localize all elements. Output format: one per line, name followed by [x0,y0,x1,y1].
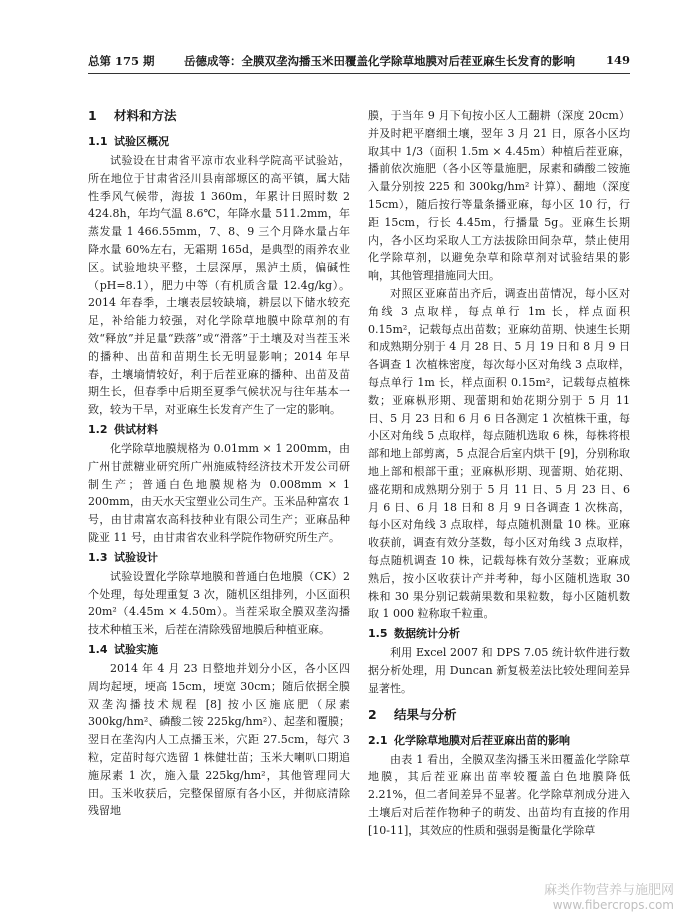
subsection-heading [368,625,630,643]
section-heading [88,107,350,125]
paragraph: 试验设在甘肃省平凉市农业科学院高平试验站，所在地位于甘肃省泾川县南部塬区的高平镇，属大陆性季风气候带，海拔 1 360m，年累计日照时数 2 424.8h，年均气温 8.6℃，年降水量 511.2mm，年蒸发量 1 466.55mm，7、8、9 三个月降水量占年降水量 60%左右，无霜期 165d，是典型的雨养农业区。试验地块平整，土层深厚，黑泸土质，偏碱性（pH=8.1），肥力中等（有机质含量 12.4g/kg）。2014 年春季，土壤表层较缺墒，耕层以下储水较充足，补给能力较强，对化学除草地膜中除草剂的有效“释放”并足量“跌落”或“滑落”于土壤及对当茬玉米的播种、出苗和苗期生长无明显影响；2014 年早春，土壤墒情较好，利于后茬亚麻的播种、出苗及苗期生长，但春季中后期至夏季气候状况与往年基本一致，较为干旱，对亚麻生长发育产生了一定的影响。 [88,154,350,417]
section-number: 2 [368,706,377,722]
subsection-number: 1.1 [88,135,108,148]
subsection-title: 试验实施 [114,642,158,656]
paragraph: 利用 Excel 2007 和 DPS 7.05 统计软件进行数据分析处理，用 Duncan 新复极差法比较处理间差异显著性。 [368,646,630,695]
subsection-number: 1.3 [88,550,108,564]
subsection-title: 试验区概况 [114,135,169,148]
paragraph: 2014 年 4 月 23 日整地并划分小区，各小区四周均起埂，埂高 15cm，埂宽 30cm；随后依据全膜双垄沟播技术规程 [8] 按小区施底肥（尿素 300kg/hm²、磷酸二铵 225kg/hm²）、起垄和覆膜；翌日在垄沟内人工点播玉米，穴距 27.5cm，每穴 3 粒，定苗时每穴选留 1 株健壮苗；玉米大喇叭口期追施尿素 1 次，施入量 225kg/hm²，其他管理同大田。玉米收获后，完整保留原有各小区，并彻底清除残留地 [88,661,350,818]
subsection-heading [88,421,350,439]
left-column [88,107,350,820]
subsection-number: 1.2 [88,422,108,436]
running-title: 岳德成等：全膜双垄沟播玉米田覆盖化学除草地膜对后茬亚麻生长发育的影响 [184,54,575,68]
subsection-heading [88,641,350,659]
paragraph: 膜，于当年 9 月下旬按小区人工翻耕（深度 20cm）并及时耙平磨细土壤，翌年 3 月 21 日，原各小区均取其中 1/3（面积 1.5m × 4.45m）种植后茬亚麻，播前依次施肥（各小区等量施肥，尿素和磷酸二铵施入量分别按 225 和 300kg/hm² 计算）、翻地（深度 15cm），随后按行等量条播亚麻，每小区 10 行，行距 15cm，行长 4.45m，行播量 5g。亚麻生长期内，各小区均采取人工方法拔除田间杂草，禁止使用化学除草剂，以避免杂草和除草剂对试验结果的影响，其他管理措施同大田。 [368,109,630,283]
page-number: 149 [605,53,630,67]
subsection-heading [88,133,350,151]
subsection-title: 数据统计分析 [394,627,460,641]
paragraph: 化学除草地膜规格为 0.01mm × 1 200mm，由广州甘蔗糖业研究所广州施威特经济技术开发公司研制生产；普通白色地膜规格为 0.008mm × 1 200mm，由天水天宝塑业公司生产。玉米品种富农 1 号，由甘肃富农高科技种业有限公司生产；亚麻品种陇亚 11 号，由甘肃省农业科学院作物研究所生产。 [88,441,350,544]
subsection-title: 试验设计 [114,550,158,564]
section-number: 1 [88,108,97,123]
subsection-heading [88,549,350,567]
section-title: 结果与分析 [394,706,457,722]
running-header [88,53,630,74]
paragraph: 对照区亚麻苗出齐后，调查出苗情况，每小区对角线 3 点取样，每点单行 1m 长，样点面积 0.15m²，记载每点出苗数；亚麻幼苗期、快速生长期和成熟期分别于 4 月 28 日、5 月 19 日和 8 月 9 日各调查 1 次植株密度，每次每小区对角线 3 点取样，每点单行 1m 长，样点面积 0.15m²，记载每点植株数；亚麻枞形期、现蕾期和始花期分别于 5 月 11 日、5 月 23 日和 6 月 6 日各测定 1 次植株干重，每小区对角线 5 点取样，每点随机选取 6 株，每株将根部和地上部剪离，5 点混合后室内烘干 [9]，分别称取地上部和根部干重；亚麻枞形期、现蕾期、始花期、盛花期和成熟期分别于 5 月 11 日、5 月 23 日、6 月 6 日、6 月 18 日和 8 月 9 日各调查 1 次株高，每小区对角线 3 点取样，每点随机测量 10 株。亚麻收获前，调查有效分茎数，每小区对角线 3 点取样，每点随机调查 10 株，记载每株有效分茎数；亚麻成熟后，按小区收获计产并考种，每小区随机选取 30 株和 30 果分别记载蒴果数和果粒数，每小区随机数取 1 000 粒称取千粒重。 [368,286,630,621]
paragraph: 由表 1 看出，全膜双垄沟播玉米田覆盖化学除草地膜，其后茬亚麻出苗率较覆盖白色地膜降低 2.21%，但二者间差异不显著。化学除草剂成分进入土壤后对后茬作物种子的萌发、出苗均有直接的作用 [10-11]，其效应的性质和强弱是衡量化学除草 [368,752,630,837]
subsection-title: 化学除草地膜对后茬亚麻出苗的影响 [394,733,570,747]
site-watermark [544,883,674,913]
watermark-line: 麻类作物营养与施肥网 [543,883,674,898]
right-column [368,107,630,839]
section-title: 材料和方法 [114,108,177,123]
subsection-heading [368,732,630,750]
watermark-url: www.fibercrops.com [552,898,674,912]
subsection-number: 1.4 [88,642,108,656]
issue-number: 总第 175 期 [88,54,155,68]
section-heading [368,706,630,724]
subsection-number: 1.5 [368,627,388,641]
subsection-number: 2.1 [368,733,388,747]
subsection-title: 供试材料 [114,422,158,436]
paragraph: 试验设置化学除草地膜和普通白色地膜（CK）2 个处理，每处理重复 3 次，随机区组排列，小区面积 20m²（4.45m × 4.50m）。当茬采取全膜双垄沟播技术种植玉米，后茬在清除残留地膜后种植亚麻。 [88,569,350,637]
